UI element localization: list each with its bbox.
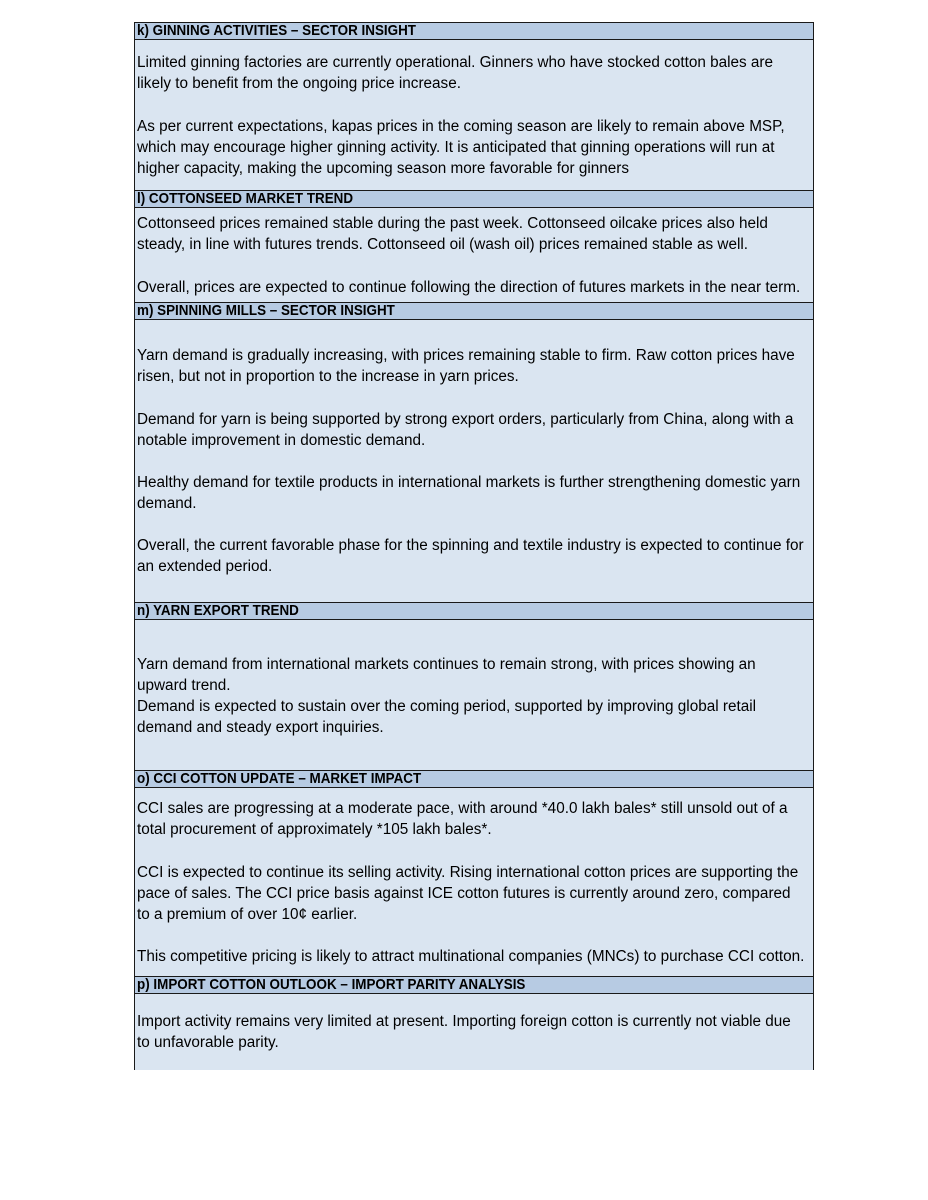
- ginning-paragraph-2: As per current expectations, kapas prices in the coming season are likely to remain above MSP, which may encourage higher ginning activity. It is anticipated that ginning operations will run at higher capacity, making the upcoming season more favorable for ginners: [137, 118, 785, 177]
- section-title: p) IMPORT COTTON OUTLOOK – IMPORT PARITY ANALYSIS: [137, 977, 526, 993]
- spinning-paragraph-4: Overall, the current favorable phase for the spinning and textile industry is expected to continue for an extended period.: [137, 537, 804, 575]
- section-title: n) YARN EXPORT TREND: [137, 603, 299, 619]
- spinning-paragraph-2: Demand for yarn is being supported by strong export orders, particularly from China, along with a notable improvement in domestic demand.: [137, 411, 794, 449]
- section-header-yarn-export: [135, 602, 813, 620]
- yarn-export-paragraph-2: Demand is expected to sustain over the coming period, supported by improving global retail demand and steady export inquiries.: [137, 698, 757, 736]
- section-header-import-outlook: [135, 976, 813, 994]
- section-header-cottonseed: [135, 190, 813, 208]
- section-title: m) SPINNING MILLS – SECTOR INSIGHT: [137, 303, 395, 319]
- cottonseed-paragraph-2: Overall, prices are expected to continue following the direction of futures markets in the near term.: [137, 279, 801, 296]
- cci-paragraph-2: CCI is expected to continue its selling activity. Rising international cotton prices are supporting the pace of sales. The CCI price basis against ICE cotton futures is currently around zero, compared to a premium of over 10¢ earlier.: [137, 864, 799, 923]
- spinning-paragraph-1: Yarn demand is gradually increasing, with prices remaining stable to firm. Raw cotton prices have risen, but not in proportion to the increase in yarn prices.: [137, 347, 795, 385]
- report-table: [134, 22, 814, 1070]
- section-header-cci-update: [135, 770, 813, 788]
- section-title: o) CCI COTTON UPDATE – MARKET IMPACT: [137, 771, 422, 787]
- cottonseed-paragraph-1: Cottonseed prices remained stable during the past week. Cottonseed oilcake prices also held steady, in line with futures trends. Cottonseed oil (wash oil) prices remained stable as well.: [137, 215, 768, 253]
- section-title: k) GINNING ACTIVITIES – SECTOR INSIGHT: [137, 23, 417, 39]
- cci-paragraph-3: This competitive pricing is likely to attract multinational companies (MNCs) to purchase CCI cotton.: [137, 948, 805, 965]
- section-title: l) COTTONSEED MARKET TREND: [137, 191, 354, 207]
- ginning-paragraph-1: Limited ginning factories are currently operational. Ginners who have stocked cotton bales are likely to benefit from the ongoing price increase.: [137, 54, 774, 92]
- section-header-spinning: [135, 302, 813, 320]
- yarn-export-paragraph-1: Yarn demand from international markets continues to remain strong, with prices showing an upward trend.: [137, 656, 756, 694]
- spinning-paragraph-3: Healthy demand for textile products in international markets is further strengthening domestic yarn demand.: [137, 474, 801, 512]
- section-header-ginning: [135, 22, 813, 40]
- import-paragraph-1: Import activity remains very limited at present. Importing foreign cotton is currently not viable due to unfavorable parity.: [137, 1013, 791, 1051]
- cci-paragraph-1: CCI sales are progressing at a moderate pace, with around *40.0 lakh bales* still unsold out of a total procurement of approximately *105 lakh bales*.: [137, 800, 788, 838]
